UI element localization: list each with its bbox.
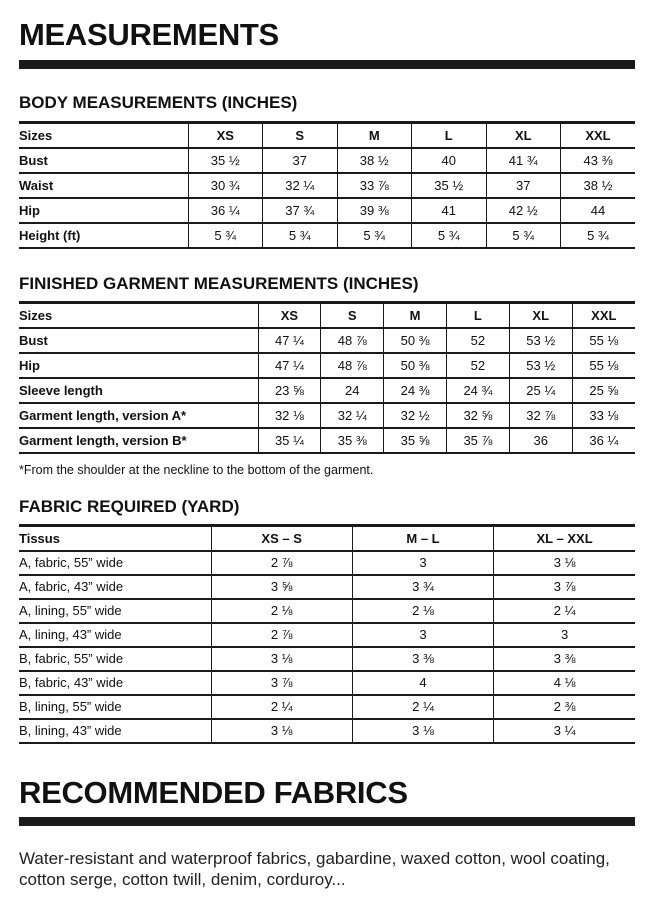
table-cell: 41 ¾ xyxy=(486,148,561,173)
column-header: XL xyxy=(509,303,572,328)
table-row xyxy=(19,328,635,353)
table-cell: 5 ¾ xyxy=(486,223,561,248)
table-cell: 3 ⅜ xyxy=(494,647,635,671)
table-cell: 41 xyxy=(412,198,487,223)
table-cell: 39 ⅜ xyxy=(337,198,412,223)
table-cell: 32 ⅝ xyxy=(446,403,509,428)
table-cell: 48 ⅞ xyxy=(321,353,384,378)
row-label: B, lining, 43” wide xyxy=(19,719,211,743)
table-cell: 3 ⅜ xyxy=(352,647,493,671)
body-measurements-table xyxy=(19,121,635,249)
column-header: M – L xyxy=(352,526,493,551)
table-cell: 5 ¾ xyxy=(188,223,263,248)
table-cell: 2 ⅜ xyxy=(494,695,635,719)
table-cell: 38 ½ xyxy=(337,148,412,173)
table-cell: 30 ¾ xyxy=(188,173,263,198)
table-cell: 36 xyxy=(509,428,572,453)
row-label: Garment length, version A* xyxy=(19,403,258,428)
table-row xyxy=(19,148,635,173)
column-header: XL xyxy=(486,123,561,148)
table-cell: 52 xyxy=(446,328,509,353)
table-cell: 37 ¾ xyxy=(263,198,338,223)
table-cell: 3 xyxy=(352,551,493,575)
table-cell: 2 ¼ xyxy=(211,695,352,719)
table-cell: 3 ⅛ xyxy=(494,551,635,575)
row-label: A, fabric, 43” wide xyxy=(19,575,211,599)
table-cell: 2 ⅛ xyxy=(352,599,493,623)
recommended-bar xyxy=(19,817,635,826)
table-cell: 24 xyxy=(321,378,384,403)
table-row xyxy=(19,223,635,248)
table-cell: 35 ½ xyxy=(412,173,487,198)
row-label: A, lining, 43” wide xyxy=(19,623,211,647)
row-label: Sleeve length xyxy=(19,378,258,403)
table-cell: 53 ½ xyxy=(509,353,572,378)
fabric-required-table xyxy=(19,524,635,744)
column-header: XL – XXL xyxy=(494,526,635,551)
finished-garment-table xyxy=(19,301,635,454)
column-header: XXL xyxy=(572,303,635,328)
table-cell: 38 ½ xyxy=(561,173,636,198)
table-row xyxy=(19,647,635,671)
table-cell: 32 ⅛ xyxy=(258,403,321,428)
row-label: Hip xyxy=(19,353,258,378)
column-header: M xyxy=(384,303,447,328)
table-cell: 25 ⅝ xyxy=(572,378,635,403)
table-cell: 36 ¼ xyxy=(188,198,263,223)
table-cell: 48 ⅞ xyxy=(321,328,384,353)
table-row xyxy=(19,198,635,223)
table-cell: 35 ⅞ xyxy=(446,428,509,453)
table-cell: 3 ⅝ xyxy=(211,575,352,599)
table-row xyxy=(19,551,635,575)
table-cell: 3 ⅞ xyxy=(494,575,635,599)
row-label: Garment length, version B* xyxy=(19,428,258,453)
table-cell: 35 ⅝ xyxy=(384,428,447,453)
table-cell: 5 ¾ xyxy=(337,223,412,248)
title-bar xyxy=(19,60,635,69)
table-cell: 3 ⅛ xyxy=(211,647,352,671)
column-header: Tissus xyxy=(19,526,211,551)
table-cell: 33 ⅞ xyxy=(337,173,412,198)
row-label: B, fabric, 43” wide xyxy=(19,671,211,695)
column-header: L xyxy=(446,303,509,328)
table-row xyxy=(19,623,635,647)
table-cell: 3 xyxy=(352,623,493,647)
table-cell: 32 ¼ xyxy=(263,173,338,198)
table-row xyxy=(19,403,635,428)
recommended-fabrics-text: Water-resistant and waterproof fabrics, gabardine, waxed cotton, wool coating, cotton serge, cotton twill, denim, corduroy... xyxy=(19,849,610,889)
row-label: Height (ft) xyxy=(19,223,188,248)
table-cell: 37 xyxy=(486,173,561,198)
table-cell: 3 ¼ xyxy=(494,719,635,743)
table-row xyxy=(19,428,635,453)
table-cell: 37 xyxy=(263,148,338,173)
table-row xyxy=(19,719,635,743)
table-cell: 50 ⅜ xyxy=(384,353,447,378)
table-cell: 2 ⅛ xyxy=(211,599,352,623)
table-cell: 24 ¾ xyxy=(446,378,509,403)
table-row xyxy=(19,671,635,695)
table-cell: 3 ⅛ xyxy=(352,719,493,743)
column-header: XS xyxy=(258,303,321,328)
table-cell: 53 ½ xyxy=(509,328,572,353)
column-header: XS xyxy=(188,123,263,148)
table-cell: 52 xyxy=(446,353,509,378)
column-header: Sizes xyxy=(19,123,188,148)
measurements-title: MEASUREMENTS xyxy=(19,17,279,52)
finished-garment-title: FINISHED GARMENT MEASUREMENTS (INCHES) xyxy=(19,274,419,293)
table-cell: 3 xyxy=(494,623,635,647)
row-label: A, fabric, 55” wide xyxy=(19,551,211,575)
table-cell: 2 ¼ xyxy=(352,695,493,719)
finished-garment-note: *From the shoulder at the neckline to the bottom of the garment. xyxy=(19,463,374,477)
table-cell: 50 ⅜ xyxy=(384,328,447,353)
table-cell: 32 ¼ xyxy=(321,403,384,428)
table-header-row xyxy=(19,303,635,328)
table-cell: 35 ¼ xyxy=(258,428,321,453)
table-row xyxy=(19,575,635,599)
table-cell: 5 ¾ xyxy=(561,223,636,248)
row-label: Bust xyxy=(19,148,188,173)
column-header: Sizes xyxy=(19,303,258,328)
table-cell: 2 ⅞ xyxy=(211,623,352,647)
table-cell: 4 xyxy=(352,671,493,695)
recommended-fabrics-title: RECOMMENDED FABRICS xyxy=(19,775,408,810)
table-cell: 33 ⅛ xyxy=(572,403,635,428)
table-cell: 32 ⅞ xyxy=(509,403,572,428)
column-header: L xyxy=(412,123,487,148)
table-cell: 32 ½ xyxy=(384,403,447,428)
table-cell: 3 ¾ xyxy=(352,575,493,599)
row-label: Waist xyxy=(19,173,188,198)
table-cell: 3 ⅛ xyxy=(211,719,352,743)
table-header-row xyxy=(19,123,635,148)
column-header: XXL xyxy=(561,123,636,148)
table-cell: 23 ⅝ xyxy=(258,378,321,403)
table-cell: 2 ¼ xyxy=(494,599,635,623)
column-header: XS – S xyxy=(211,526,352,551)
table-cell: 25 ¼ xyxy=(509,378,572,403)
fabric-required-title: FABRIC REQUIRED (YARD) xyxy=(19,497,240,516)
table-cell: 4 ⅛ xyxy=(494,671,635,695)
row-label: Bust xyxy=(19,328,258,353)
table-row xyxy=(19,173,635,198)
table-cell: 35 ½ xyxy=(188,148,263,173)
column-header: S xyxy=(321,303,384,328)
table-cell: 47 ¼ xyxy=(258,353,321,378)
table-row xyxy=(19,353,635,378)
table-cell: 36 ¼ xyxy=(572,428,635,453)
table-cell: 47 ¼ xyxy=(258,328,321,353)
table-cell: 42 ½ xyxy=(486,198,561,223)
table-cell: 5 ¾ xyxy=(412,223,487,248)
table-cell: 55 ⅛ xyxy=(572,328,635,353)
table-header-row xyxy=(19,526,635,551)
body-measurements-title: BODY MEASUREMENTS (INCHES) xyxy=(19,93,298,112)
row-label: B, fabric, 55” wide xyxy=(19,647,211,671)
table-cell: 5 ¾ xyxy=(263,223,338,248)
row-label: B, lining, 55” wide xyxy=(19,695,211,719)
table-cell: 3 ⅞ xyxy=(211,671,352,695)
table-cell: 40 xyxy=(412,148,487,173)
table-cell: 24 ⅜ xyxy=(384,378,447,403)
table-row xyxy=(19,378,635,403)
column-header: S xyxy=(263,123,338,148)
row-label: Hip xyxy=(19,198,188,223)
table-cell: 2 ⅞ xyxy=(211,551,352,575)
table-cell: 43 ⅜ xyxy=(561,148,636,173)
table-cell: 35 ⅜ xyxy=(321,428,384,453)
table-row xyxy=(19,695,635,719)
column-header: M xyxy=(337,123,412,148)
table-row xyxy=(19,599,635,623)
table-cell: 44 xyxy=(561,198,636,223)
row-label: A, lining, 55” wide xyxy=(19,599,211,623)
table-cell: 55 ⅛ xyxy=(572,353,635,378)
